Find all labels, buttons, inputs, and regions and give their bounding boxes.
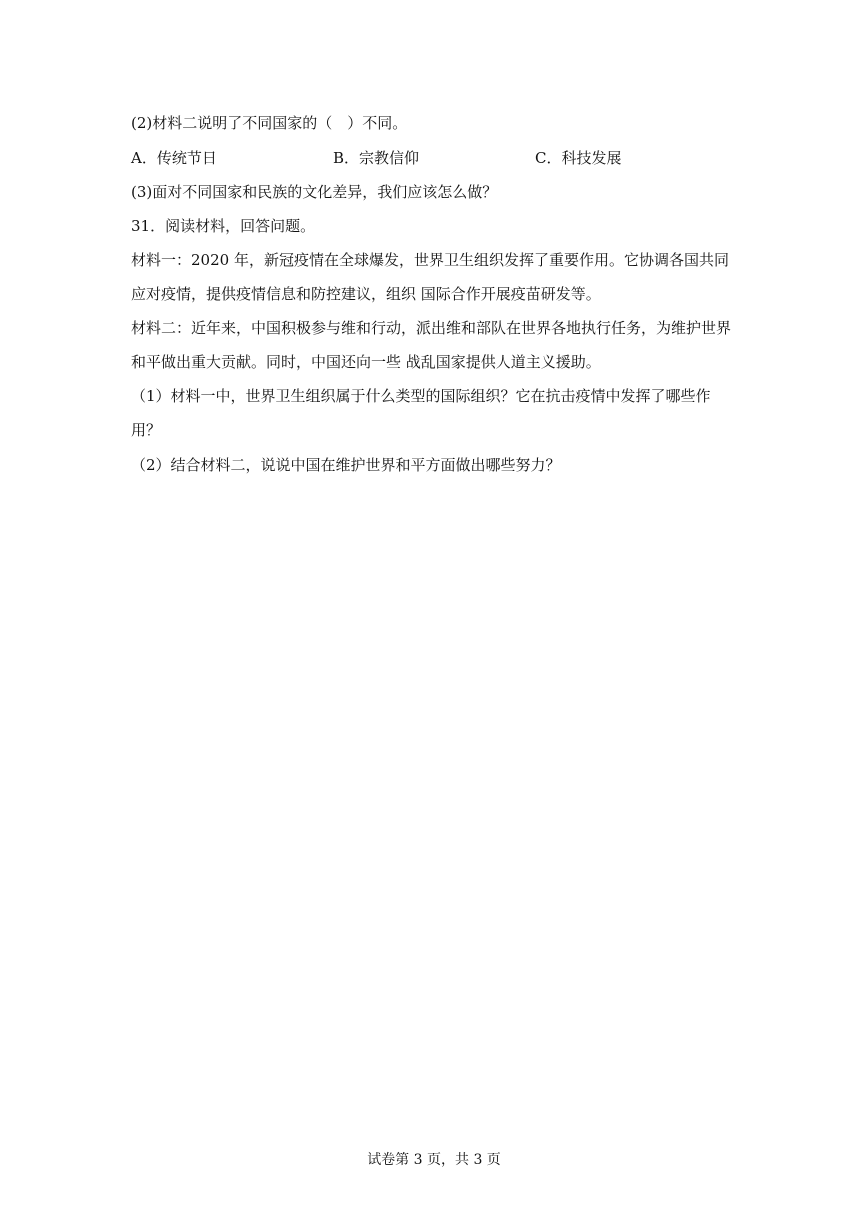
q31-sub2-question: （2）结合材料二，说说中国在维护世界和平方面做出哪些努力？ — [131, 456, 561, 474]
q31-material2-line1: 材料二：近年来，中国积极参与维和行动，派出维和部队在世界各地执行任务，为维护世界 — [131, 319, 732, 337]
q31-material1-line2: 应对疫情，提供疫情信息和防控建议，组织 国际合作开展疫苗研发等。 — [131, 285, 601, 303]
q31-stem: 31．阅读材料，回答问题。 — [131, 217, 316, 235]
q31-material2-line2: 和平做出重大贡献。同时，中国还向一些 战乱国家提供人道主义援助。 — [131, 353, 601, 371]
q30-option-a: A．传统节日 — [131, 149, 217, 167]
q30-option-c: C．科技发展 — [535, 149, 622, 167]
q30-sub2-question: (2)材料二说明了不同国家的（ ）不同。 — [131, 114, 408, 132]
q30-sub3-question: (3)面对不同国家和民族的文化差异，我们应该怎么做？ — [131, 183, 498, 201]
page-footer: 试卷第 3 页，共 3 页 — [367, 1152, 501, 1168]
q31-sub1-line1: （1）材料一中，世界卫生组织属于什么类型的国际组织？它在抗击疫情中发挥了哪些作 — [131, 387, 711, 405]
q31-sub1-line2: 用？ — [131, 421, 162, 439]
q30-option-b: B．宗教信仰 — [333, 149, 420, 167]
q31-material1-line1: 材料一：2020 年，新冠疫情在全球爆发，世界卫生组织发挥了重要作用。它协调各国共同 — [131, 251, 729, 269]
